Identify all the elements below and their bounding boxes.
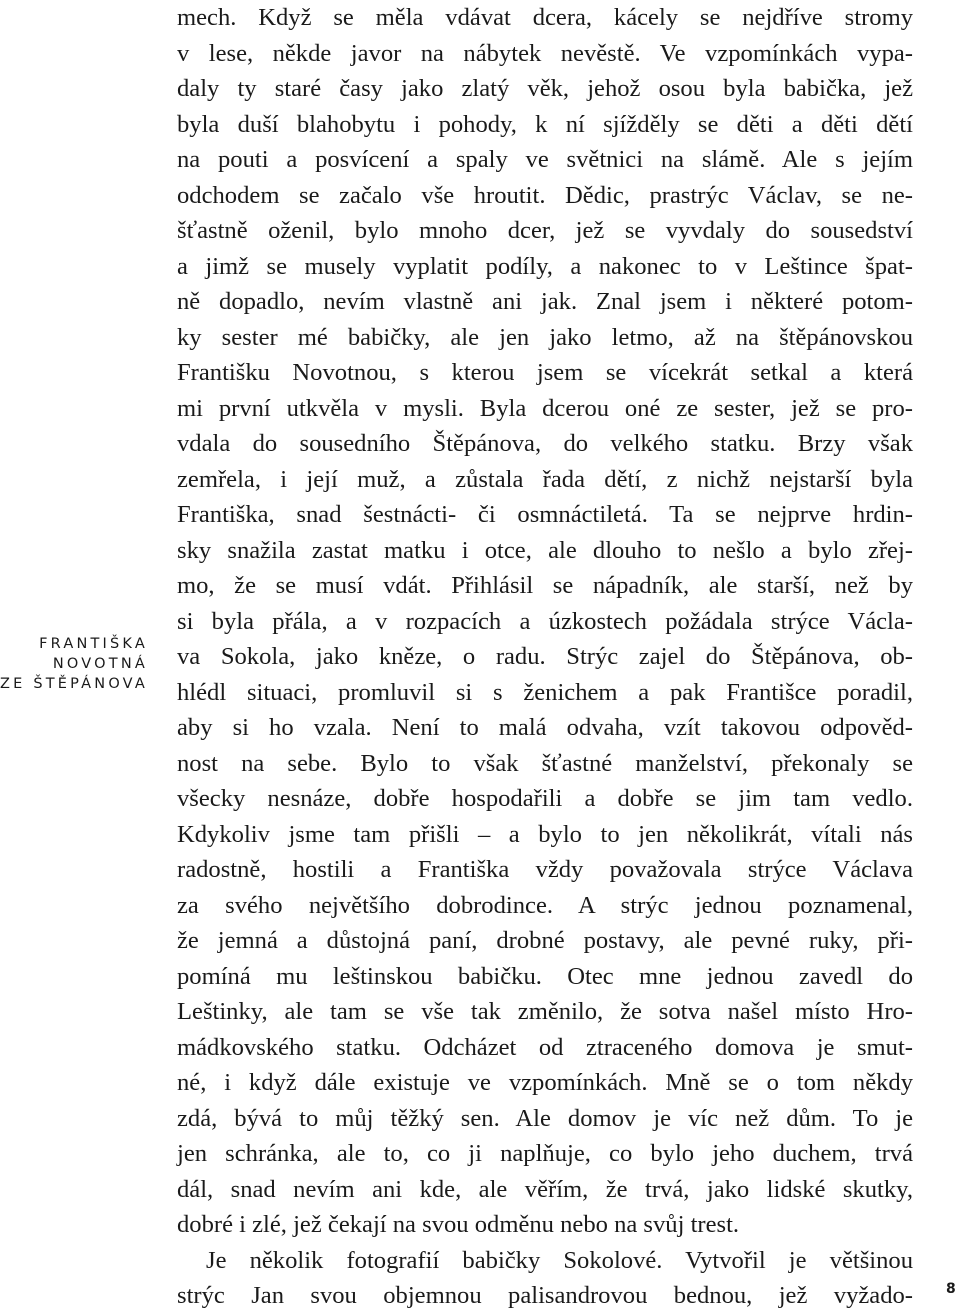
- text-line: radostně, hostili a Františka vždy považovala strýce Václava: [177, 856, 913, 883]
- text-line: mi první utkvěla v mysli. Byla dcerou oné ze sester, jež se pro-: [177, 394, 913, 422]
- text-line: šťastně oženil, bylo mnoho dcer, jež se vyvdaly do sousedství: [177, 217, 913, 244]
- text-line: že jemná a důstojná paní, drobné postavy, ale pevné ruky, při-: [177, 927, 913, 954]
- text-line: Františku Novotnou, s kterou jsem se vícekrát setkal a která: [177, 359, 913, 386]
- text-line: hlédl situaci, promluvil si s ženichem a pak Františce poradil,: [177, 678, 913, 706]
- text-line: všecky nesnáze, dobře hospodařili a dobře se jim tam vedlo.: [177, 785, 913, 812]
- text-line: mo, že se musí vdát. Přihlásil se nápadník, ale starší, než by: [177, 572, 913, 599]
- body-text: [177, 0, 913, 1314]
- text-line: ky sester mé babičky, ale jen jako letmo, až na štěpánovskou: [177, 323, 913, 351]
- text-line: va Sokola, jako kněze, o radu. Strýc zajel do Štěpánova, ob-: [177, 643, 913, 670]
- text-line: na pouti a posvícení a spaly ve světnici na slámě. Ale s jejím: [177, 146, 913, 173]
- text-line: Leštinky, ale tam se vše tak změnilo, že sotva našel místo Hro-: [177, 998, 913, 1025]
- text-line: za svého největšího dobrodince. A strýc jednou poznamenal,: [177, 891, 913, 919]
- text-line: si byla přála, a v rozpacích a úzkostech požádala strýce Václa-: [177, 607, 913, 635]
- text-line: pomíná mu leštinskou babičku. Otec mne jednou zavedl do: [177, 962, 913, 990]
- text-line: mádkovského statku. Odcházet od ztraceného domova je smut-: [177, 1033, 913, 1061]
- text-line: v lese, někde javor na nábytek nevěstě. Ve vzpomínkách vypa-: [177, 39, 913, 67]
- text-line: a jimž se musely vyplatit podíly, a nakonec to v Leštince špat-: [177, 252, 913, 280]
- running-head: [0, 634, 148, 694]
- text-line: Františka, snad šestnácti- či osmnáctiletá. Ta se nejprve hrdin-: [177, 501, 913, 528]
- text-line: odchodem se začalo vše hroutit. Dědic, prastrýc Václav, se ne-: [177, 181, 913, 209]
- text-line: Je několik fotografií babičky Sokolové. Vytvořil je většinou: [206, 1246, 913, 1274]
- running-head-line: NOVOTNÁ: [52, 656, 148, 672]
- text-line: strýc Jan svou objemnou palisandrovou bednou, jež vyžado-: [177, 1282, 913, 1309]
- text-line: né, i když dále existuje ve vzpomínkách. Mně se o tom někdy: [177, 1069, 913, 1096]
- text-line: zemřela, i její muž, a zůstala řada dětí, z nichž nejstarší byla: [177, 465, 913, 493]
- text-line: aby si ho vzala. Není to malá odvaha, vzít takovou odpověd-: [177, 714, 913, 741]
- text-line: nost na sebe. Bylo to však šťastné manželství, překonaly se: [177, 749, 913, 777]
- text-line: dobré i zlé, jež čekají na svou odměnu nebo na svůj trest.: [177, 1211, 740, 1238]
- text-line: vdala do sousedního Štěpánova, do velkého statku. Brzy však: [177, 430, 913, 457]
- text-line: Kdykoliv jsme tam přišli – a bylo to jen několikrát, vítali nás: [177, 820, 913, 848]
- text-line: dál, snad nevím ani kde, ale věřím, že trvá, jako lidské skutky,: [177, 1175, 913, 1203]
- text-line: jen schránka, ale to, co ji naplňuje, co bylo jeho duchem, trvá: [177, 1140, 913, 1167]
- text-line: sky snažila zastat matku i otce, ale dlouho to nešlo a bylo zřej-: [177, 536, 913, 564]
- running-head-line: ZE ŠTĚPÁNOVA: [0, 676, 148, 692]
- running-head-line: FRANTIŠKA: [39, 636, 148, 652]
- text-line: ně dopadlo, nevím vlastně ani jak. Znal jsem i některé potom-: [177, 288, 913, 315]
- text-line: zdá, bývá to můj těžký sen. Ale domov je víc než dům. To je: [177, 1104, 913, 1132]
- text-line: byla duší blahobytu i pohody, k ní sjížděly se děti a děti dětí: [177, 110, 913, 138]
- text-line: mech. Když se měla vdávat dcera, kácely se nejdříve stromy: [177, 4, 913, 31]
- text-line: daly ty staré časy jako zlatý věk, jehož osou byla babička, jež: [177, 75, 913, 102]
- page-number: 8: [946, 1281, 956, 1297]
